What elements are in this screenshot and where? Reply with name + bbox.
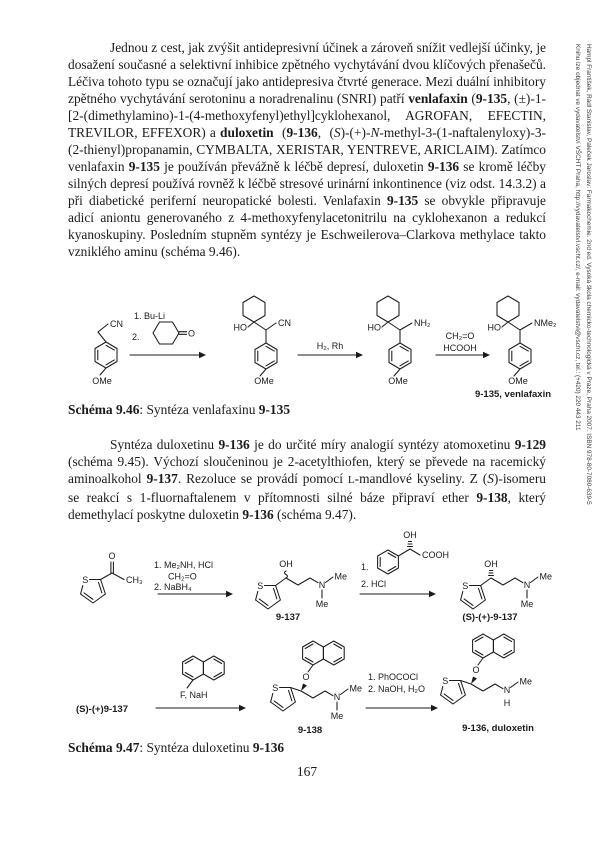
atom-label-n: N — [503, 685, 511, 695]
reagent-step1: 1. — [361, 562, 369, 572]
reagent-phococl: 1. PhOCOCl — [368, 672, 419, 682]
atom-label-nme2: NMe₂ — [534, 318, 557, 328]
atom-label-ether-o: O — [302, 672, 310, 682]
scheme-9-46-caption: Schéma 9.46: Syntéza venlafaxinu 9-135 — [68, 402, 291, 417]
structure-s-9-137 — [461, 559, 552, 623]
reagent-step2: 2. — [132, 332, 140, 342]
atom-label-s: S — [462, 581, 469, 591]
reaction-arrow-1 — [130, 311, 206, 358]
atom-label-oh: OH — [484, 559, 498, 569]
compound-label-venlafaxin: 9-135, venlafaxin — [474, 389, 552, 400]
atom-label-ome: OMe — [508, 376, 528, 386]
compound-label-duloxetin: 9-136, duloxetin — [462, 723, 534, 734]
reagent-h2-rh: H₂, Rh — [316, 341, 344, 351]
page-number: 167 — [296, 764, 318, 779]
structure-fluoronaphthalene — [183, 656, 225, 688]
edge-citation — [572, 44, 594, 834]
structure-amine-intermediate — [368, 296, 431, 386]
reaction-arrow-2 — [298, 341, 363, 358]
reagent-naoh-h2o: 2. NaOH, H₂O — [368, 684, 426, 694]
atom-label-carbonyl-o: O — [108, 551, 116, 561]
atom-label-cn: CN — [278, 318, 291, 328]
atom-label-me: Me — [330, 711, 344, 721]
atom-label-n: N — [318, 580, 326, 590]
reagent-ch2o: CH₂=O — [168, 571, 197, 582]
reagent-f-nah: F, NaH — [180, 690, 208, 700]
atom-label-me: Me — [315, 599, 329, 609]
atom-label-n: N — [333, 692, 341, 702]
atom-label-n: N — [523, 580, 531, 590]
scheme-9-47-caption: Schéma 9.47: Syntéza duloxetinu 9-136 — [68, 740, 285, 755]
atom-label-ho: HO — [487, 322, 501, 333]
compound-label-9-137: 9-137 — [275, 612, 301, 623]
atom-label-me: Me — [519, 676, 533, 687]
reagent-buli: 1. Bu-Li — [134, 311, 166, 321]
paragraph-duloxetine-synthesis: Syntéza duloxetinu 9-136 je do určité míry analogií syntézy atomoxetinu 9-129 (schéma 9.45). Výchozí sloučeninou je 2-acetylthiofen, který se převede na racemický aminoalkohol 9-137. Rezoluce se provádí pomocí L-mandlové kyseliny. Z (S)-isomeru se reakcí s 1-fluornaftalenem v přítomnosti silné báze připraví ether 9-138, který demethylací poskytne duloxetin 9-136 (schéma 9.47). — [68, 437, 550, 522]
atom-label-me: Me — [349, 683, 363, 694]
atom-label-nh: H — [503, 698, 511, 708]
reaction-arrow-resolution — [360, 530, 449, 597]
structure-9-138 — [271, 641, 362, 736]
scheme-9-46-figure — [58, 283, 563, 401]
edge-citation-line2: Knihu lze objednat ve vydavatelství VŠCHT Praha, http://vydavatelstvi.vscht.cz/, e-mail: vydavatelstvi@vscht.cz, tel.: (+420) 220 443 211 — [574, 44, 581, 431]
compound-label-9-138: 9-138 — [297, 725, 323, 736]
atom-label-nh2: NH₂ — [414, 318, 431, 328]
atom-label-s: S — [82, 575, 89, 585]
atom-label-me: Me — [539, 571, 553, 582]
atom-label-oh: OH — [279, 559, 293, 569]
atom-label-ome: OMe — [254, 376, 274, 386]
atom-label-ch3: CH₃ — [126, 575, 143, 585]
atom-label-s: S — [257, 581, 264, 591]
paragraph-intro: Jednou z cest, jak zvýšit antidepresivní účinek a zároveň snížit vedlejší účinky, je dosažení současné a selektivní inhibice zpětného vychytávání dvou klíčových přenašečů. Léčiva tohoto typu se označují jako antidepresiva čtvrté generace. Mezi duální inhibitory zpětného vychytávání serotoninu a noradrenalinu (SNRI) patří venlafaxin (9-135, (±)-1-[2-(dimethylamino)-1-(4-methoxyfenyl)ethyl]cyklohexanol, AGROFAN, EFECTIN, TREVILOR, EFFEXOR) a duloxetin (9-136, (S)-(+)-N-methyl-3-(1-naftalenyloxy)-3-(2-thienyl)propanamin, CYMBALTA, XERISTAR, YENTREVE, ARICLAIM). Zatímco venlafaxin 9-135 je používán převážně k léčbě depresí, duloxetin 9-136 se kromě léčby silných depresí používá rovněž k léčbě stresové urinární inkontinence (viz odst. 14.3.2) a při diabetické periferní neuropatické bolesti. Venlafaxin 9-135 se obvykle připravuje adicí aniontu generovaného z 4-methoxyfenylacetonitrilu na cyklohexanon a redukcí kyanoskupiny. Posledním stupněm syntézy je Eschweilerova–Clarkova methylace takto vzniklého aminu (schéma 9.46). — [68, 40, 550, 259]
reagent-hcooh: HCOOH — [443, 343, 477, 353]
structure-acetylthiophene — [81, 551, 143, 603]
compound-text-s-9-137: (S)-(+)9-137 — [76, 704, 128, 715]
structure-9-137 — [256, 559, 347, 623]
atom-label-cooh: COOH — [422, 550, 449, 560]
structure-mandelic-acid — [378, 530, 449, 574]
scheme-9-47-figure — [58, 528, 558, 746]
structure-venlafaxine — [475, 296, 557, 400]
atom-label-s: S — [272, 683, 279, 693]
reaction-arrow-3 — [436, 331, 490, 358]
atom-label-ether-o: O — [472, 665, 480, 675]
reaction-arrow-mannich — [154, 560, 233, 597]
atom-label-ho: HO — [233, 322, 247, 333]
reaction-arrow-demethylation — [366, 672, 438, 711]
atom-label-s: S — [442, 676, 449, 686]
reagent-ch2o: CH₂=O — [445, 331, 475, 341]
atom-label-me: Me — [334, 571, 348, 582]
reagent-hcl: 2. HCl — [361, 579, 387, 589]
atom-label-ome: OMe — [92, 376, 112, 386]
edge-citation-line1: Hampl František, Rádl Stanislav, Paleček Jaroslav: Farmakochemie. 2nd ed. Vysoká škola chemicko-technologická v Praze, Praha 2007. ISBN 978-80-7080-639-5 — [585, 44, 592, 505]
structure-duloxetine — [441, 634, 534, 734]
atom-label-cn: CN — [110, 319, 123, 329]
atom-label-oh: OH — [403, 530, 417, 540]
atom-label-ketone-o: O — [188, 328, 196, 339]
atom-label-ome: OMe — [388, 376, 408, 386]
reagent-nabh4: 2. NaBH₄ — [154, 582, 192, 592]
structure-methoxyphenylacetonitrile — [92, 319, 123, 386]
structure-cyclohexanone — [153, 322, 195, 344]
atom-label-me: Me — [520, 599, 534, 609]
atom-label-ho: HO — [367, 322, 381, 333]
reaction-arrow-etherification — [156, 705, 246, 711]
compound-label-s-9-137: (S)-(+)-9-137 — [462, 612, 518, 623]
reagent-me2nh-hcl: 1. Me₂NH, HCl — [154, 560, 214, 570]
structure-hydroxynitrile-intermediate — [234, 296, 292, 386]
